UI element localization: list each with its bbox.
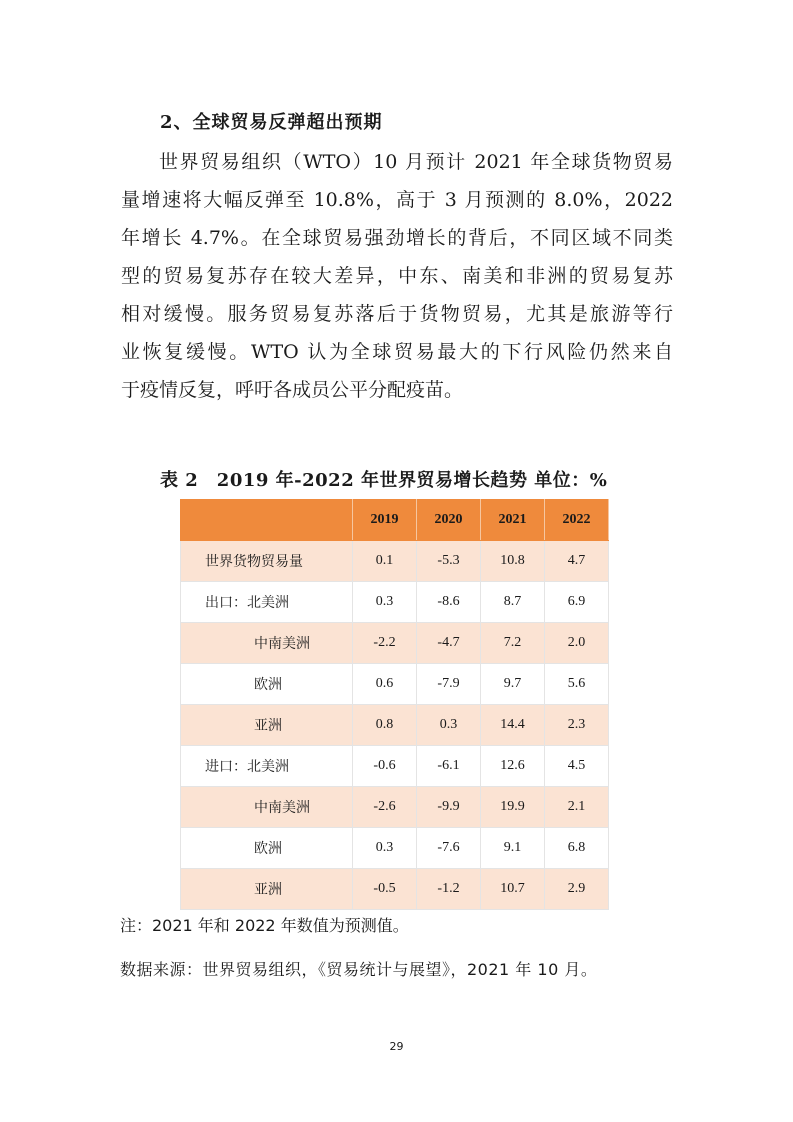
value-cell: -1.2 bbox=[417, 869, 481, 910]
value-cell: 0.1 bbox=[353, 541, 417, 582]
row-label: 亚洲 bbox=[181, 705, 353, 746]
value-cell: -7.6 bbox=[417, 828, 481, 869]
value-cell: 0.8 bbox=[353, 705, 417, 746]
table-row bbox=[181, 787, 609, 828]
value-cell: 2.1 bbox=[545, 787, 609, 828]
row-label: 中南美洲 bbox=[181, 623, 353, 664]
data-source: 数据来源：世界贸易组织，《贸易统计与展望》，2021 年 10 月。 bbox=[120, 960, 598, 979]
header-cell: 2019 bbox=[353, 500, 417, 541]
row-label: 欧洲 bbox=[181, 828, 353, 869]
table-row bbox=[181, 828, 609, 869]
table-note: 注：2021 年和 2022 年数值为预测值。 bbox=[120, 916, 409, 935]
header-cell: 2020 bbox=[417, 500, 481, 541]
value-cell: 2.3 bbox=[545, 705, 609, 746]
table-title: 表 2 2019 年-2022 年世界贸易增长趋势 单位：% bbox=[160, 470, 608, 491]
value-cell: 10.8 bbox=[481, 541, 545, 582]
value-cell: 2.9 bbox=[545, 869, 609, 910]
value-cell: -7.9 bbox=[417, 664, 481, 705]
header-cell: 2021 bbox=[481, 500, 545, 541]
value-cell: 0.3 bbox=[417, 705, 481, 746]
header-cell: 2022 bbox=[545, 500, 609, 541]
table-row bbox=[181, 869, 609, 910]
value-cell: 4.5 bbox=[545, 746, 609, 787]
value-cell: 6.8 bbox=[545, 828, 609, 869]
header-cell bbox=[181, 500, 353, 541]
paragraph-line: 量增速将大幅反弹至 10.8%，高于 3 月预测的 8.0%，2022 bbox=[121, 189, 673, 211]
value-cell: 12.6 bbox=[481, 746, 545, 787]
value-cell: 0.3 bbox=[353, 828, 417, 869]
value-cell: -6.1 bbox=[417, 746, 481, 787]
row-label: 出口：北美洲 bbox=[181, 582, 353, 623]
value-cell: 7.2 bbox=[481, 623, 545, 664]
value-cell: -0.5 bbox=[353, 869, 417, 910]
paragraph-line: 相对缓慢。服务贸易复苏落后于货物贸易，尤其是旅游等行 bbox=[121, 303, 673, 325]
paragraph-line: 世界贸易组织（WTO）10 月预计 2021 年全球货物贸易 bbox=[159, 151, 673, 173]
value-cell: 9.1 bbox=[481, 828, 545, 869]
value-cell: 5.6 bbox=[545, 664, 609, 705]
body-paragraph bbox=[121, 143, 673, 409]
value-cell: -5.3 bbox=[417, 541, 481, 582]
row-label: 欧洲 bbox=[181, 664, 353, 705]
value-cell: -0.6 bbox=[353, 746, 417, 787]
page-number: 29 bbox=[389, 1040, 404, 1053]
table-row bbox=[181, 664, 609, 705]
table-row bbox=[181, 623, 609, 664]
row-label: 中南美洲 bbox=[181, 787, 353, 828]
table-row bbox=[181, 582, 609, 623]
value-cell: 10.7 bbox=[481, 869, 545, 910]
value-cell: 19.9 bbox=[481, 787, 545, 828]
row-label: 亚洲 bbox=[181, 869, 353, 910]
row-label: 进口：北美洲 bbox=[181, 746, 353, 787]
paragraph-line: 年增长 4.7%。在全球贸易强劲增长的背后，不同区域不同类 bbox=[121, 227, 673, 249]
value-cell: 0.6 bbox=[353, 664, 417, 705]
section-heading: 2、全球贸易反弹超出预期 bbox=[160, 112, 383, 133]
value-cell: -9.9 bbox=[417, 787, 481, 828]
row-label: 世界货物贸易量 bbox=[181, 541, 353, 582]
value-cell: 0.3 bbox=[353, 582, 417, 623]
paragraph-line: 于疫情反复，呼吁各成员公平分配疫苗。 bbox=[121, 379, 464, 401]
table-row bbox=[181, 746, 609, 787]
value-cell: 6.9 bbox=[545, 582, 609, 623]
trade-growth-table bbox=[180, 499, 609, 910]
value-cell: -2.6 bbox=[353, 787, 417, 828]
value-cell: 14.4 bbox=[481, 705, 545, 746]
value-cell: 9.7 bbox=[481, 664, 545, 705]
paragraph-line: 型的贸易复苏存在较大差异，中东、南美和非洲的贸易复苏 bbox=[121, 265, 673, 287]
value-cell: -2.2 bbox=[353, 623, 417, 664]
value-cell: 2.0 bbox=[545, 623, 609, 664]
value-cell: 8.7 bbox=[481, 582, 545, 623]
table-header-row bbox=[181, 500, 609, 541]
value-cell: -4.7 bbox=[417, 623, 481, 664]
value-cell: -8.6 bbox=[417, 582, 481, 623]
paragraph-line: 业恢复缓慢。WTO 认为全球贸易最大的下行风险仍然来自 bbox=[121, 341, 673, 363]
table-row bbox=[181, 541, 609, 582]
value-cell: 4.7 bbox=[545, 541, 609, 582]
table-row bbox=[181, 705, 609, 746]
